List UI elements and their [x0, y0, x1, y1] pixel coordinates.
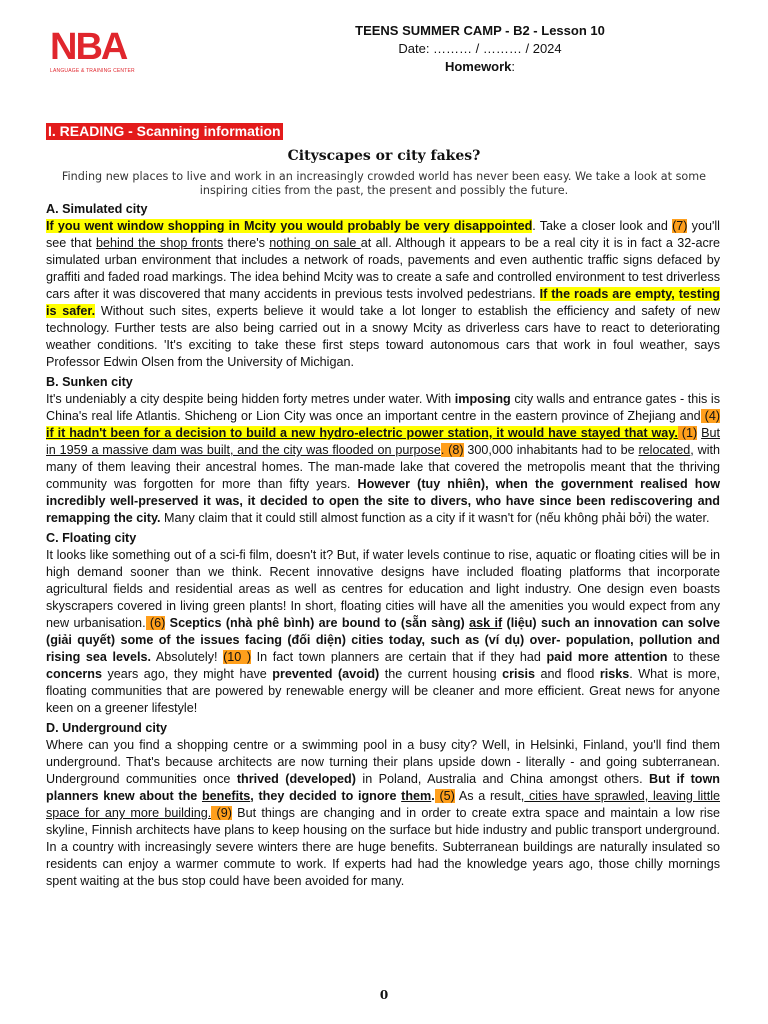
text: It looks like something out of a sci-fi film, doesn't it? But, if water levels continue to rise, aquatic or floating cities will be in high demand sooner than we think. Recent innovative designs have included floating platforms that incorporate agricultural fields and residential areas as well as centres for education and light industry. One design even boasts skyscrapers covered in living green plants! In short, floating cities will have all the amenities you would expect from any new urbanisation. [46, 548, 720, 630]
article-title: Cityscapes or city fakes? [287, 148, 481, 164]
homework-label: Homework [444, 59, 512, 74]
nba-logo [50, 28, 138, 78]
text: , with many of them leaving their ancestral homes. The man-made lake that covered the metropolis meant that the thriving community was forgotten for more than fifty years. [46, 443, 720, 491]
date-line: Date: ……… / ……… / 2024 [398, 41, 562, 56]
text: In fact town planners are certain that if they had [251, 650, 547, 664]
bold: crisis [502, 667, 536, 681]
section-c-heading: C. Floating city [46, 531, 137, 545]
section-d-heading: D. Underground city [46, 721, 168, 735]
article-body [46, 201, 720, 893]
text: years ago, they might have [102, 667, 273, 681]
homework-line [300, 58, 660, 76]
homework-colon: : [511, 59, 516, 74]
answer-marker: (5) [434, 789, 455, 803]
underlined: them [401, 789, 432, 803]
text: . What is more, floating communities that are powered by renewable energy will be cleaner and more efficient. Great news for anyone keen on a greener lifestyle! [46, 667, 720, 715]
document-header [300, 22, 660, 76]
bold: But if town planners knew about the [46, 772, 720, 803]
answer-marker: (7) [672, 219, 688, 233]
answer-marker: . (8) [440, 443, 464, 457]
underlined: relocated [638, 443, 691, 457]
highlight: If the roads are empty, testing is safer. [46, 287, 720, 318]
text: Absolutely! [151, 650, 224, 664]
section-c-paragraph [46, 547, 720, 717]
lesson-title: TEENS SUMMER CAMP - B2 - Lesson 10 [355, 23, 605, 38]
text: and flood [535, 667, 600, 681]
answer-marker: (9) [211, 806, 232, 820]
article-intro: Finding new places to live and work in an increasingly crowded world has never been easy. We take a look at some inspiring cities from the past, the present and possibly the future. [61, 170, 707, 197]
underlined: cities have sprawled, leaving little space for any more building. [46, 789, 721, 820]
bold: concerns [46, 667, 102, 681]
bold: However (tuy nhiên), when the government realised how incredibly well-preserved it was, it decided to open the site to divers, who have since been rediscovering and remapping the city. [46, 477, 720, 525]
underlined: behind the shop fronts [96, 236, 224, 250]
text: you'll see that [46, 219, 720, 250]
text: As a result, [454, 789, 525, 803]
page-number: 0 [379, 988, 389, 1002]
text: the current housing [379, 667, 503, 681]
underlined: But in 1959 a massive dam was built, and the city was flooded on purpose [46, 426, 721, 457]
bold: Sceptics (nhà phê bình) are bound to (sẵn sàng) [165, 616, 470, 630]
highlight: If you went window shopping in Mcity you would probably be very disappointed [46, 219, 533, 233]
underlined: nothing on sale [269, 236, 361, 250]
bold: thrived (developed) [236, 772, 356, 786]
bold: risks [599, 667, 630, 681]
text: to these [667, 650, 720, 664]
section-title: I. READING - Scanning information [48, 123, 281, 139]
bold: paid more attention [546, 650, 668, 664]
answer-marker: (1) [677, 426, 698, 440]
text: city walls and entrance gates - this is China's real life Atlantis. Shicheng or Lion City was once an important centre in the eastern province of Zhejiang and [46, 392, 720, 423]
bold: (liệu) such an innovation can solve (giải quyết) some of the issues facing (đối diện) cities today, such as (ví dụ) over- population, pollution and rising sea levels. [46, 616, 721, 664]
text: there's [223, 236, 270, 250]
section-a-paragraph [46, 218, 720, 371]
bold: , they decided to ignore [250, 789, 402, 803]
text: Where can you find a shopping centre or a swimming pool in a busy city? Well, in Helsinki, Finland, you'll find them underground. That's because architects are now turning their plans upside down - literally - and going subterranean. Underground communities once [46, 738, 720, 786]
logo-subtitle: LANGUAGE & TRAINING CENTER [50, 68, 135, 74]
underlined: benefits [201, 789, 251, 803]
section-d-paragraph [46, 737, 720, 890]
text: in Poland, Australia and China amongst others. [355, 772, 650, 786]
text: Many claim that it could still almost function as a city if it wasn't for (nếu không phải bởi) the water. [160, 511, 710, 525]
section-a-heading: A. Simulated city [46, 202, 148, 216]
answer-marker: (10 ) [223, 650, 252, 664]
highlight: if it hadn't been for a decision to build a new hydro-electric power station, it would have stayed that way. [46, 426, 678, 440]
bold: . [431, 789, 435, 803]
bold: prevented (avoid) [272, 667, 380, 681]
text: at all. Although it appears to be a real city it is in fact a 32-acre simulated urban environment that includes a network of roads, pavements and even authentic traffic signs defaced by graffiti and faded road markings. The idea behind Mcity was to create a safe and controlled environment to test driverless cars after it was discovered that many accidents in previous tests involved pedestrians. [46, 236, 720, 301]
text: 300,000 inhabitants had to be [463, 443, 639, 457]
section-b-paragraph [46, 391, 720, 527]
text: But things are changing and in order to create extra space and maintain a low rise skyline, Finnish architects have plans to keep housing on the surface but hide industry and public transport underground. In a country with increasingly severe winters there are huge benefits. Subterranean buildings are naturally insulated so residents can enjoy a warmer commute to work. If experts had had the knowledge years ago, those chilly mornings spent waiting at the bus stop could have been avoided for many. [46, 806, 720, 888]
section-b-heading: B. Sunken city [46, 375, 133, 389]
answer-marker: (6) [145, 616, 166, 630]
text: . Take a closer look and [532, 219, 673, 233]
text: Without such sites, experts believe it would take a lot longer to establish the efficiency and safety of new technology. Further tests are also being carried out in a snowy Mcity as driverless cars have to react to deteriorating weather conditions. 'It's exciting to take these first steps toward autonomous cars that work in foul weather, says Professor Edwin Olsen from the University of Michigan. [46, 304, 720, 369]
logo-text: NBA [50, 26, 127, 68]
text: It's undeniably a city despite being hidden forty metres under water. With [46, 392, 455, 406]
underlined: ask if [469, 616, 503, 630]
answer-marker: (4) [700, 409, 721, 423]
bold: imposing [454, 392, 511, 406]
